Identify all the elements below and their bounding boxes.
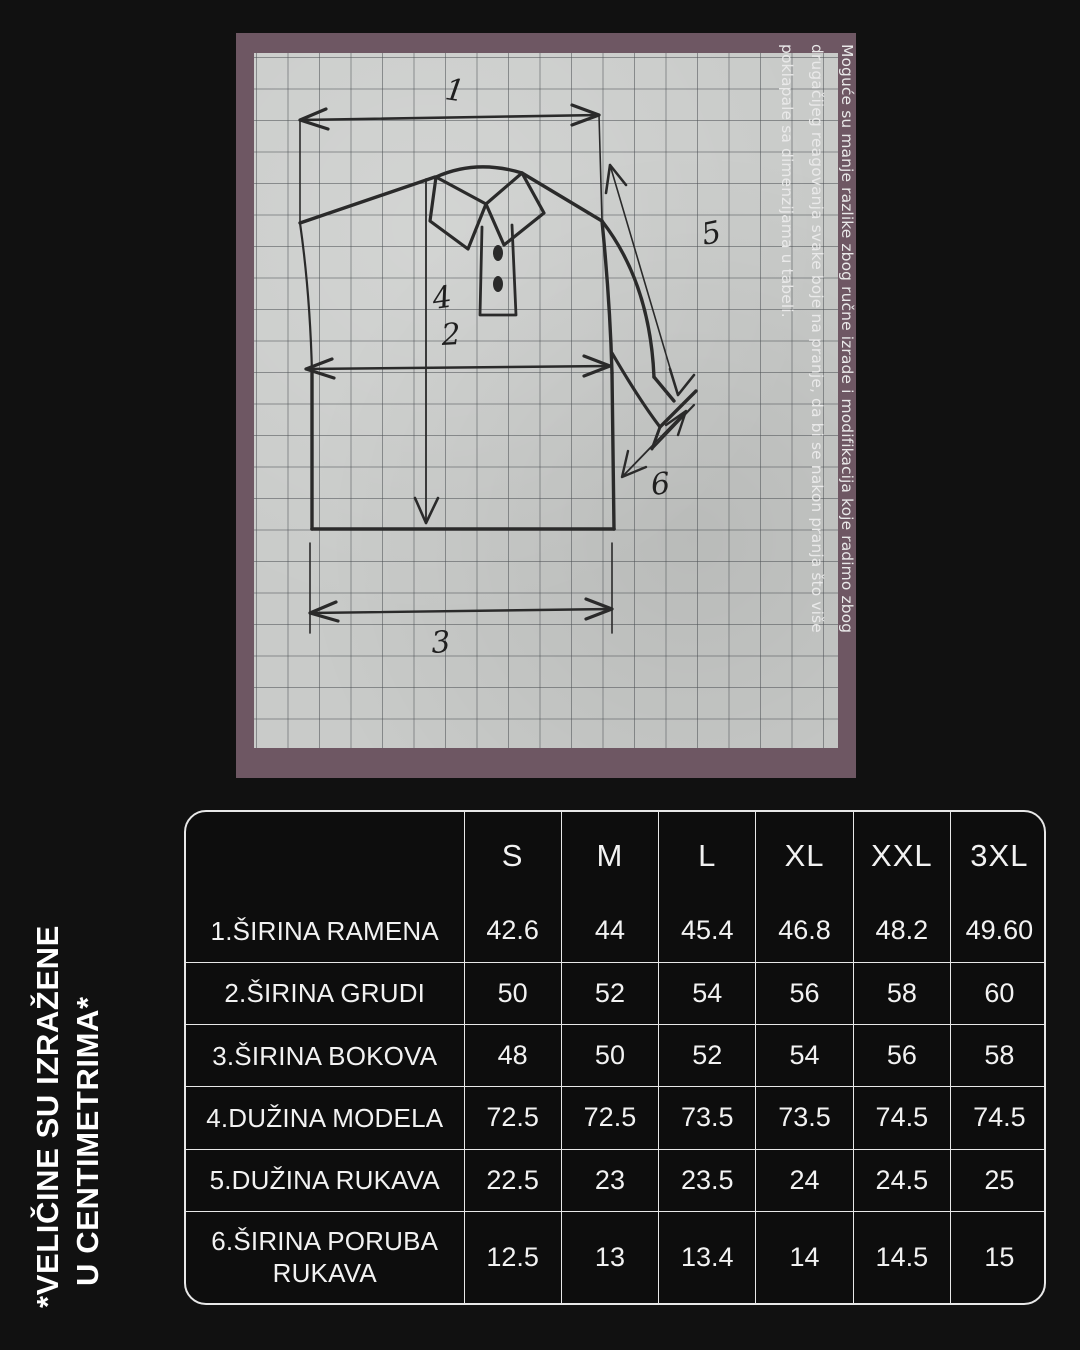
cell-value: 72.5 [464, 1087, 561, 1149]
cell-value: 15 [950, 1211, 1046, 1303]
table-row [186, 900, 1046, 962]
sketch-label-5: 5 [698, 214, 725, 253]
sketch-label-2: 2 [440, 317, 462, 353]
sketch-label-4-visible: 4 [430, 279, 455, 317]
cell-value: 24 [756, 1149, 853, 1211]
cell-value: 13 [561, 1211, 658, 1303]
column-header-3xl: 3XL [950, 812, 1046, 900]
cell-value: 54 [659, 962, 756, 1024]
cell-value: 52 [561, 962, 658, 1024]
cell-value: 12.5 [464, 1211, 561, 1303]
cell-value: 42.6 [464, 900, 561, 962]
cell-value: 49.60 [950, 900, 1046, 962]
table-corner-cell [186, 812, 464, 900]
cell-value: 46.8 [756, 900, 853, 962]
row-label-sirina-bokova: 3.ŠIRINA BOKOVA [186, 1025, 464, 1087]
cell-value: 54 [756, 1025, 853, 1087]
units-headline-line1: *VELIČINE SU IZRAŽENE [30, 925, 65, 1308]
row-label-duzina-rukava: 5.DUŽINA RUKAVA [186, 1149, 464, 1211]
size-table-head [186, 812, 1046, 900]
units-headline-line2: U CENTIMETRIMA* [69, 996, 105, 1286]
cell-value: 23.5 [659, 1149, 756, 1211]
table-row [186, 1211, 1046, 1303]
cell-value: 56 [853, 1025, 950, 1087]
sketch-label-1: 1 [442, 72, 467, 110]
cell-value: 48.2 [853, 900, 950, 962]
column-header-m: M [561, 812, 658, 900]
units-headline [28, 788, 148, 1308]
cell-value: 50 [464, 962, 561, 1024]
cell-value: 25 [950, 1149, 1046, 1211]
cell-value: 74.5 [853, 1087, 950, 1149]
cell-value: 48 [464, 1025, 561, 1087]
cell-value: 45.4 [659, 900, 756, 962]
column-header-l: L [659, 812, 756, 900]
cell-value: 58 [853, 962, 950, 1024]
cell-value: 58 [950, 1025, 1046, 1087]
size-table-container [184, 810, 1046, 1305]
cell-value: 72.5 [561, 1087, 658, 1149]
cell-value: 14.5 [853, 1211, 950, 1303]
size-table [186, 812, 1046, 1303]
column-header-xl: XL [756, 812, 853, 900]
row-label-sirina-grudi: 2.ŠIRINA GRUDI [186, 962, 464, 1024]
cell-value: 60 [950, 962, 1046, 1024]
cell-value: 24.5 [853, 1149, 950, 1211]
cell-value: 56 [756, 962, 853, 1024]
cell-value: 73.5 [756, 1087, 853, 1149]
size-table-body [186, 900, 1046, 1303]
table-row [186, 1149, 1046, 1211]
cell-value: 13.4 [659, 1211, 756, 1303]
column-header-xxl: XXL [853, 812, 950, 900]
row-label-duzina-modela: 4.DUŽINA MODELA [186, 1087, 464, 1149]
cell-value: 74.5 [950, 1087, 1046, 1149]
table-row [186, 1025, 1046, 1087]
header-row [186, 812, 1046, 900]
table-row [186, 1087, 1046, 1149]
cell-value: 23 [561, 1149, 658, 1211]
cell-value: 44 [561, 900, 658, 962]
cell-value: 50 [561, 1025, 658, 1087]
cell-value: 22.5 [464, 1149, 561, 1211]
sketch-label-6: 6 [649, 466, 672, 503]
column-header-s: S [464, 812, 561, 900]
cell-value: 73.5 [659, 1087, 756, 1149]
cell-value: 52 [659, 1025, 756, 1087]
row-label-sirina-poruba-rukava: 6.ŠIRINA PORUBA RUKAVA [186, 1211, 464, 1303]
row-label-sirina-ramena: 1.ŠIRINA RAMENA [186, 900, 464, 962]
disclaimer-note: Moguće su manje razlike zbog ručne izrade i modifikacija koje radimo zbog drugačijeg reagovanja svake boje na pranje, da bi se nakon pranja što više poklapale sa dimenzijama u tabeli. [777, 44, 856, 634]
table-row [186, 962, 1046, 1024]
cell-value: 14 [756, 1211, 853, 1303]
sketch-label-3: 3 [430, 624, 452, 661]
